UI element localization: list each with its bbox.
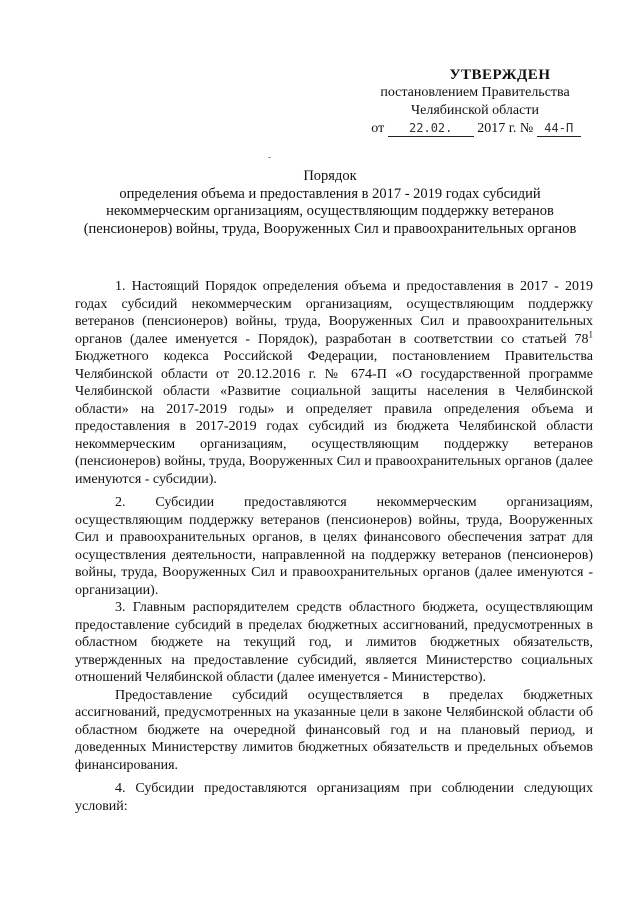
approval-line-1: постановлением Правительства (380, 85, 570, 100)
paragraph-3: 3. Главным распорядителем средств областного бюджета, осуществляющим предоставление субсидий в пределах бюджетных ассигнований, предусмотренных в областном бюджете на текущий год, и лимитов бюджетных обязательств, утвержденных на предоставление субсидий, является Министерство социальных отношений Челябинской области (далее именуется - Министерство). (75, 600, 593, 685)
paragraph-1-part-a: 1. Настоящий Порядок определения объема и предоставления в 2017 - 2019 годах субсидий некоммерческим организациям, осуществляющим поддержку ветеранов (пенсионеров) войны, труда, Вооруженных Сил и правоохранительных органов (далее именуется - Порядок), разработан в соответствии со статьей 78 (75, 279, 593, 347)
decree-number: 44-П (544, 121, 574, 135)
paragraph-4: Предоставление субсидий осуществляется в пределах бюджетных ассигнований, предусмотренных на указанные цели в законе Челябинской области об областном бюджете на очередной финансовый год и на плановый период, и доведенных Министерству лимитов бюджетных обязательств и предельных объемов финансирования. (75, 687, 593, 773)
article-superscript: 1 (588, 328, 593, 339)
scan-mark (268, 157, 271, 158)
date-prefix: от (371, 121, 385, 136)
decree-date-number (355, 120, 595, 138)
decree-date: 22.02. (409, 121, 453, 135)
approval-block (355, 66, 595, 138)
paragraph-2: 2. Субсидии предоставляются некоммерческим организациям, осуществляющим поддержку ветеранов (пенсионеров) войны, труда, Вооруженных Сил и правоохранительных органов, в целях финансового обеспечения затрат для осуществления деятельности, направленной на поддержку ветеранов (пенсионеров) войны, труда, Вооруженных Сил и правоохранительных органов (далее именуются - организации). (75, 495, 593, 598)
approval-stamp: УТВЕРЖДЕН (449, 67, 551, 83)
title-line-2: некоммерческим организациям, осуществляющим поддержку ветеранов (106, 203, 554, 219)
approval-line-2: Челябинской области (411, 103, 539, 118)
paragraph-1 (75, 278, 593, 488)
decree-number-field (537, 121, 581, 137)
title-heading: Порядок (303, 168, 357, 184)
document-body (75, 278, 593, 821)
decree-date-field (388, 121, 474, 137)
title-line-1: определения объема и предоставления в 2017 - 2019 годах субсидий (119, 185, 541, 202)
document-title (60, 168, 600, 238)
title-line-3: (пенсионеров) войны, труда, Вооруженных Сил и правоохранительных органов (83, 220, 577, 237)
paragraph-1-part-b: Бюджетного кодекса Российской Федерации, постановлением Правительства Челябинской области от 20.12.2016 г. № 674-П «О государственной программе Челябинской области «Развитие социальной защиты населения в Челябинской области» на 2017-2019 годы» и определяет правила определения объема и предоставления в 2017-2019 годах субсидий из бюджета Челябинской области некоммерческим организациям, осуществляющим поддержку ветеранов (пенсионеров) войны, труда, Вооруженных Сил и правоохранительных органов (далее именуются - субсидии). (75, 349, 593, 487)
decree-year: 2017 г. № (477, 121, 534, 136)
paragraph-5: 4. Субсидии предоставляются организациям при соблюдении следующих условий: (75, 781, 593, 814)
